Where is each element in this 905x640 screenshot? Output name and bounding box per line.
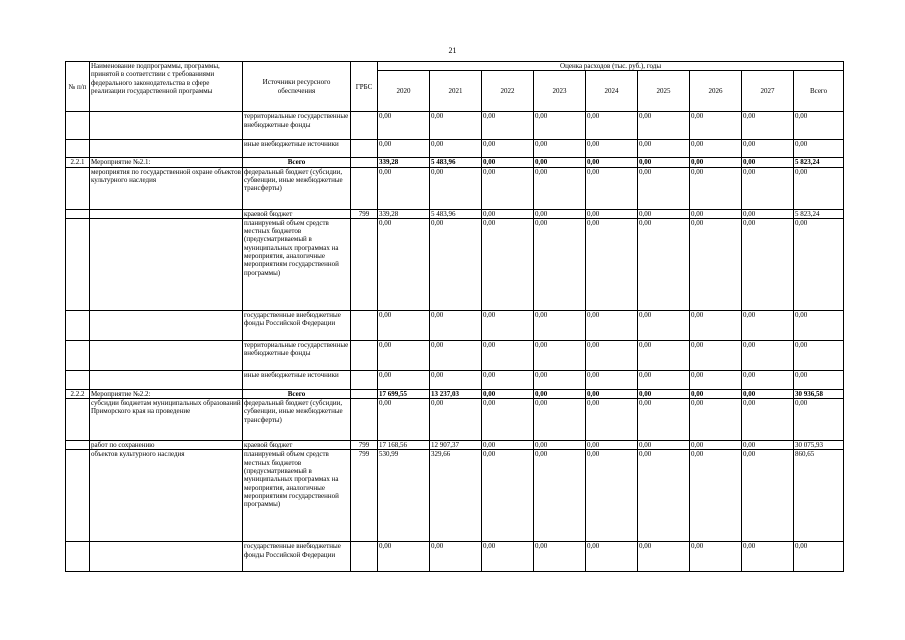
year-value: 0,00 bbox=[378, 542, 430, 572]
expenditure-table bbox=[65, 61, 844, 572]
year-value: 0,00 bbox=[586, 441, 638, 450]
grbs-code bbox=[351, 389, 378, 398]
year-value: 0,00 bbox=[534, 389, 586, 398]
header-year: 2025 bbox=[638, 71, 690, 112]
measure-name: объектов культурного наследия bbox=[90, 450, 243, 542]
total-value: 30 075,93 bbox=[794, 441, 844, 450]
year-value: 0,00 bbox=[638, 370, 690, 389]
total-value: 0,00 bbox=[794, 542, 844, 572]
table-row bbox=[66, 370, 844, 389]
year-value: 0,00 bbox=[482, 158, 534, 167]
grbs-code: 799 bbox=[351, 450, 378, 542]
year-value: 0,00 bbox=[742, 158, 794, 167]
row-number bbox=[66, 209, 90, 218]
year-value: 0,00 bbox=[378, 370, 430, 389]
table-row bbox=[66, 450, 844, 542]
grbs-code bbox=[351, 140, 378, 158]
year-value: 0,00 bbox=[378, 218, 430, 310]
year-value: 0,00 bbox=[482, 389, 534, 398]
grbs-code bbox=[351, 399, 378, 441]
year-value: 0,00 bbox=[482, 218, 534, 310]
funding-source: государственные внебюджетные фонды Российской Федерации bbox=[243, 310, 351, 340]
funding-source: иные внебюджетные источники bbox=[243, 140, 351, 158]
row-number bbox=[66, 542, 90, 572]
year-value: 0,00 bbox=[638, 140, 690, 158]
year-value: 0,00 bbox=[482, 167, 534, 209]
year-value: 0,00 bbox=[690, 112, 742, 140]
year-value: 0,00 bbox=[690, 340, 742, 370]
year-value: 0,00 bbox=[638, 389, 690, 398]
year-value: 0,00 bbox=[742, 450, 794, 542]
year-value: 0,00 bbox=[378, 112, 430, 140]
year-value: 0,00 bbox=[690, 218, 742, 310]
funding-source: планируемый объем средств местных бюджетов (предусматриваемый в муниципальных программах на мероприятия, аналогичные мероприятиям государственной программы) bbox=[243, 450, 351, 542]
year-value: 0,00 bbox=[638, 542, 690, 572]
table-row bbox=[66, 209, 844, 218]
year-value: 0,00 bbox=[378, 310, 430, 340]
year-value: 0,00 bbox=[482, 112, 534, 140]
year-value: 0,00 bbox=[690, 310, 742, 340]
year-value: 0,00 bbox=[638, 209, 690, 218]
year-value: 17 168,56 bbox=[378, 441, 430, 450]
year-value: 0,00 bbox=[742, 218, 794, 310]
funding-source: федеральный бюджет (субсидии, субвенции, иные межбюджетные трансферты) bbox=[243, 167, 351, 209]
funding-source: иные внебюджетные источники bbox=[243, 370, 351, 389]
measure-name bbox=[90, 140, 243, 158]
year-value: 0,00 bbox=[534, 441, 586, 450]
year-value: 0,00 bbox=[430, 340, 482, 370]
year-value: 0,00 bbox=[482, 370, 534, 389]
row-number bbox=[66, 370, 90, 389]
year-value: 0,00 bbox=[534, 310, 586, 340]
year-value: 0,00 bbox=[690, 441, 742, 450]
grbs-code bbox=[351, 542, 378, 572]
grbs-code bbox=[351, 167, 378, 209]
year-value: 0,00 bbox=[534, 209, 586, 218]
year-value: 0,00 bbox=[430, 542, 482, 572]
year-value: 0,00 bbox=[586, 542, 638, 572]
table-row bbox=[66, 158, 844, 167]
measure-name bbox=[90, 209, 243, 218]
year-value: 0,00 bbox=[586, 399, 638, 441]
funding-source: краевой бюджет bbox=[243, 441, 351, 450]
total-value: 0,00 bbox=[794, 218, 844, 310]
year-value: 0,00 bbox=[482, 542, 534, 572]
funding-source: Всего bbox=[243, 158, 351, 167]
year-value: 0,00 bbox=[534, 542, 586, 572]
year-value: 0,00 bbox=[742, 399, 794, 441]
year-value: 0,00 bbox=[690, 370, 742, 389]
table-row bbox=[66, 441, 844, 450]
row-number: 2.2.2 bbox=[66, 389, 90, 398]
year-value: 0,00 bbox=[742, 441, 794, 450]
year-value: 0,00 bbox=[586, 389, 638, 398]
measure-name: Мероприятие №2.1: bbox=[90, 158, 243, 167]
grbs-code bbox=[351, 340, 378, 370]
grbs-code bbox=[351, 370, 378, 389]
year-value: 329,66 bbox=[430, 450, 482, 542]
year-value: 0,00 bbox=[742, 542, 794, 572]
year-value: 0,00 bbox=[534, 140, 586, 158]
grbs-code bbox=[351, 112, 378, 140]
grbs-code: 799 bbox=[351, 441, 378, 450]
grbs-code bbox=[351, 310, 378, 340]
funding-source: Всего bbox=[243, 389, 351, 398]
header-total: Всего bbox=[794, 71, 844, 112]
year-value: 0,00 bbox=[534, 370, 586, 389]
total-value: 0,00 bbox=[794, 310, 844, 340]
year-value: 0,00 bbox=[742, 140, 794, 158]
year-value: 0,00 bbox=[586, 218, 638, 310]
table-row bbox=[66, 340, 844, 370]
year-value: 0,00 bbox=[378, 399, 430, 441]
measure-name bbox=[90, 340, 243, 370]
year-value: 0,00 bbox=[430, 218, 482, 310]
total-value: 5 823,24 bbox=[794, 158, 844, 167]
year-value: 13 237,03 bbox=[430, 389, 482, 398]
year-value: 0,00 bbox=[378, 340, 430, 370]
year-value: 0,00 bbox=[482, 310, 534, 340]
measure-name: работ по сохранению bbox=[90, 441, 243, 450]
year-value: 0,00 bbox=[690, 542, 742, 572]
year-value: 0,00 bbox=[638, 218, 690, 310]
row-number bbox=[66, 340, 90, 370]
funding-source: территориальные государственные внебюджетные фонды bbox=[243, 340, 351, 370]
year-value: 0,00 bbox=[638, 441, 690, 450]
year-value: 0,00 bbox=[482, 340, 534, 370]
funding-source: краевой бюджет bbox=[243, 209, 351, 218]
row-number bbox=[66, 441, 90, 450]
year-value: 0,00 bbox=[482, 140, 534, 158]
year-value: 5 483,96 bbox=[430, 209, 482, 218]
year-value: 0,00 bbox=[690, 209, 742, 218]
funding-source: территориальные государственные внебюджетные фонды bbox=[243, 112, 351, 140]
measure-name bbox=[90, 112, 243, 140]
total-value: 0,00 bbox=[794, 167, 844, 209]
table-row bbox=[66, 218, 844, 310]
year-value: 0,00 bbox=[482, 209, 534, 218]
year-value: 0,00 bbox=[638, 167, 690, 209]
measure-name bbox=[90, 310, 243, 340]
measure-name: субсидии бюджетам муниципальных образований Приморского края на проведение bbox=[90, 399, 243, 441]
year-value: 0,00 bbox=[586, 209, 638, 218]
row-number bbox=[66, 450, 90, 542]
header-expense-estimate: Оценка расходов (тыс. руб.), годы bbox=[378, 62, 844, 71]
year-value: 0,00 bbox=[534, 218, 586, 310]
header-num: № п/п bbox=[66, 62, 90, 112]
total-value: 0,00 bbox=[794, 340, 844, 370]
year-value: 0,00 bbox=[742, 310, 794, 340]
table-row bbox=[66, 167, 844, 209]
year-value: 0,00 bbox=[690, 158, 742, 167]
row-number bbox=[66, 140, 90, 158]
year-value: 0,00 bbox=[586, 167, 638, 209]
grbs-code: 799 bbox=[351, 209, 378, 218]
year-value: 0,00 bbox=[638, 112, 690, 140]
total-value: 0,00 bbox=[794, 112, 844, 140]
measure-name: Мероприятие №2.2: bbox=[90, 389, 243, 398]
total-value: 30 936,58 bbox=[794, 389, 844, 398]
header-year: 2020 bbox=[378, 71, 430, 112]
year-value: 0,00 bbox=[638, 158, 690, 167]
year-value: 0,00 bbox=[430, 399, 482, 441]
year-value: 0,00 bbox=[586, 158, 638, 167]
year-value: 0,00 bbox=[534, 450, 586, 542]
year-value: 0,00 bbox=[430, 140, 482, 158]
header-year: 2027 bbox=[742, 71, 794, 112]
total-value: 0,00 bbox=[794, 370, 844, 389]
page-number: 21 bbox=[448, 46, 457, 55]
row-number bbox=[66, 112, 90, 140]
year-value: 0,00 bbox=[586, 370, 638, 389]
row-number bbox=[66, 167, 90, 209]
year-value: 0,00 bbox=[378, 167, 430, 209]
year-value: 0,00 bbox=[742, 340, 794, 370]
row-number: 2.2.1 bbox=[66, 158, 90, 167]
table-row bbox=[66, 112, 844, 140]
grbs-code bbox=[351, 158, 378, 167]
year-value: 0,00 bbox=[638, 399, 690, 441]
row-number bbox=[66, 310, 90, 340]
header-year: 2024 bbox=[586, 71, 638, 112]
year-value: 0,00 bbox=[482, 441, 534, 450]
year-value: 0,00 bbox=[534, 399, 586, 441]
year-value: 0,00 bbox=[534, 158, 586, 167]
table-row bbox=[66, 542, 844, 572]
total-value: 0,00 bbox=[794, 399, 844, 441]
measure-name bbox=[90, 218, 243, 310]
year-value: 0,00 bbox=[534, 112, 586, 140]
measure-name bbox=[90, 542, 243, 572]
header-year: 2021 bbox=[430, 71, 482, 112]
year-value: 0,00 bbox=[690, 399, 742, 441]
total-value: 5 823,24 bbox=[794, 209, 844, 218]
table-row bbox=[66, 310, 844, 340]
year-value: 0,00 bbox=[534, 167, 586, 209]
table-row bbox=[66, 389, 844, 398]
year-value: 0,00 bbox=[742, 370, 794, 389]
year-value: 0,00 bbox=[638, 310, 690, 340]
table-row bbox=[66, 399, 844, 441]
measure-name: мероприятия по государственной охране объектов культурного наследия bbox=[90, 167, 243, 209]
year-value: 0,00 bbox=[742, 209, 794, 218]
header-sources: Источники ресурсного обеспечения bbox=[243, 62, 351, 112]
year-value: 0,00 bbox=[430, 112, 482, 140]
year-value: 0,00 bbox=[534, 340, 586, 370]
year-value: 0,00 bbox=[690, 450, 742, 542]
year-value: 0,00 bbox=[430, 167, 482, 209]
row-number bbox=[66, 399, 90, 441]
year-value: 0,00 bbox=[586, 140, 638, 158]
total-value: 860,65 bbox=[794, 450, 844, 542]
year-value: 0,00 bbox=[586, 450, 638, 542]
funding-source: федеральный бюджет (субсидии, субвенции, иные межбюджетные трансферты) bbox=[243, 399, 351, 441]
funding-source: планируемый объем средств местных бюджетов (предусматриваемый в муниципальных программах на мероприятия, аналогичные мероприятиям государственной программы) bbox=[243, 218, 351, 310]
header-name: Наименование подпрограммы, программы, принятой в соответствии с требованиями федерального законодательства в сфере реализации государственной программы bbox=[90, 62, 243, 112]
year-value: 17 699,55 bbox=[378, 389, 430, 398]
measure-name bbox=[90, 370, 243, 389]
year-value: 0,00 bbox=[690, 140, 742, 158]
year-value: 5 483,96 bbox=[430, 158, 482, 167]
grbs-code bbox=[351, 218, 378, 310]
year-value: 0,00 bbox=[742, 167, 794, 209]
year-value: 0,00 bbox=[482, 399, 534, 441]
year-value: 0,00 bbox=[742, 112, 794, 140]
year-value: 12 907,37 bbox=[430, 441, 482, 450]
year-value: 0,00 bbox=[586, 310, 638, 340]
total-value: 0,00 bbox=[794, 140, 844, 158]
row-number bbox=[66, 218, 90, 310]
year-value: 0,00 bbox=[638, 450, 690, 542]
year-value: 339,28 bbox=[378, 209, 430, 218]
table-row bbox=[66, 140, 844, 158]
year-value: 0,00 bbox=[482, 450, 534, 542]
year-value: 0,00 bbox=[638, 340, 690, 370]
year-value: 0,00 bbox=[430, 370, 482, 389]
header-year: 2026 bbox=[690, 71, 742, 112]
year-value: 0,00 bbox=[586, 112, 638, 140]
year-value: 0,00 bbox=[378, 140, 430, 158]
year-value: 0,00 bbox=[742, 389, 794, 398]
header-year: 2022 bbox=[482, 71, 534, 112]
year-value: 530,99 bbox=[378, 450, 430, 542]
header-grbs: ГРБС bbox=[351, 62, 378, 112]
year-value: 339,28 bbox=[378, 158, 430, 167]
funding-source: государственные внебюджетные фонды Российской Федерации bbox=[243, 542, 351, 572]
year-value: 0,00 bbox=[586, 340, 638, 370]
year-value: 0,00 bbox=[690, 167, 742, 209]
year-value: 0,00 bbox=[690, 389, 742, 398]
header-year: 2023 bbox=[534, 71, 586, 112]
year-value: 0,00 bbox=[430, 310, 482, 340]
